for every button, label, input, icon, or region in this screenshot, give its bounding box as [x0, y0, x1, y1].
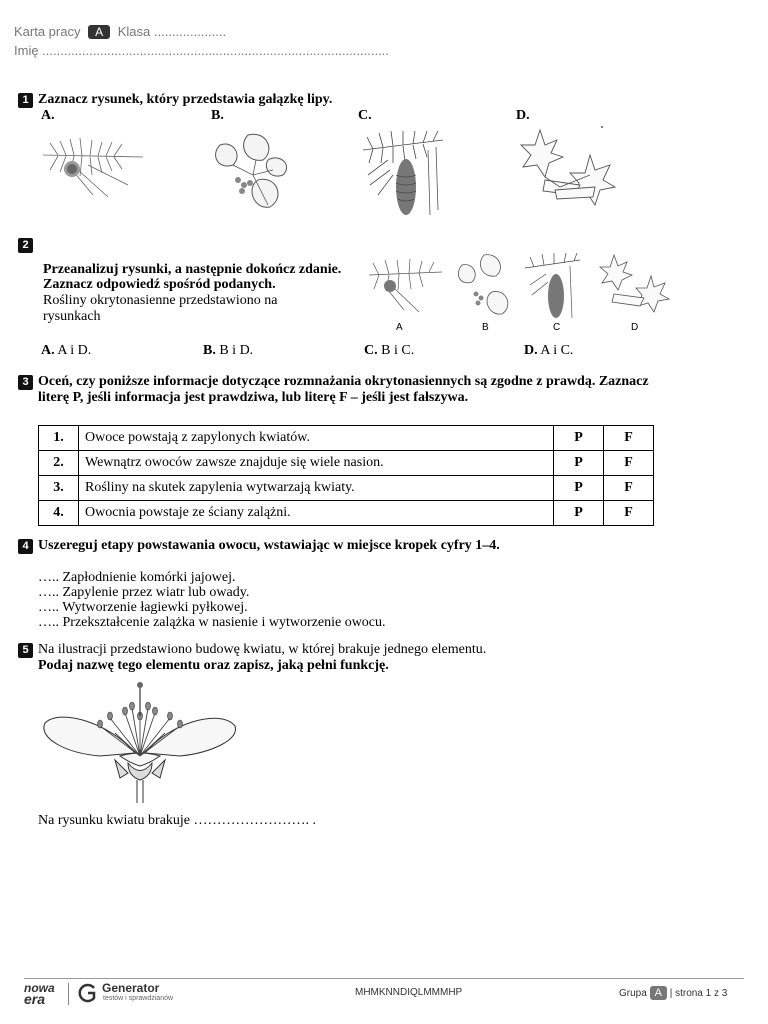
q1-option-d[interactable]: D. — [516, 108, 530, 123]
statement-text: Owocnia powstaje ze ściany zalążni. — [79, 501, 554, 526]
true-option[interactable]: P — [554, 501, 604, 526]
linden-branch-thumbnail-b — [452, 250, 522, 320]
table-row — [39, 501, 654, 526]
footer-divider — [24, 978, 744, 979]
question-2-instruction-1: Przeanalizuj rysunki, a następnie dokończ zdanie. — [43, 262, 342, 277]
spruce-cone-thumbnail-c — [522, 250, 584, 322]
true-option[interactable]: P — [554, 426, 604, 451]
q5-answer-line[interactable]: Na rysunku kwiatu brakuje ……………………. . — [38, 813, 317, 828]
maple-branch-illustration-d — [515, 125, 625, 215]
question-2-instruction-2: Zaznacz odpowiedź spośród podanych. — [43, 277, 276, 292]
q2-answer-c-letter: C. — [364, 343, 378, 358]
q2-image-label-d: D — [631, 322, 639, 333]
generator-subtitle: testów i sprawdzianów — [103, 995, 174, 1002]
q4-step-item[interactable]: ….. Zapłodnienie komórki jajowej. — [38, 570, 236, 585]
false-option[interactable]: F — [604, 451, 654, 476]
class-field: Klasa .................... — [117, 24, 227, 39]
q2-answer-d-letter: D. — [524, 343, 538, 358]
question-number-1: 1 — [18, 93, 33, 108]
table-row — [39, 426, 654, 451]
q1-option-a[interactable]: A. — [41, 108, 55, 123]
row-number: 3. — [39, 476, 79, 501]
true-option[interactable]: P — [554, 451, 604, 476]
question-5-text-2: Podaj nazwę tego elementu oraz zapisz, jaką pełni funkcję. — [38, 658, 389, 673]
pine-branch-illustration-a — [38, 125, 148, 205]
q2-answer-d[interactable] — [524, 343, 573, 359]
false-option[interactable]: F — [604, 501, 654, 526]
true-false-table — [38, 425, 654, 526]
question-number-3: 3 — [18, 375, 33, 390]
name-field: Imię ................................................................................................ — [14, 43, 389, 58]
false-option[interactable]: F — [604, 476, 654, 501]
variant-badge: A — [88, 25, 110, 39]
worksheet-header — [14, 24, 226, 39]
question-2-stem-1: Rośliny okrytonasienne przedstawiono na — [43, 293, 278, 308]
row-number: 1. — [39, 426, 79, 451]
document-code: MHMKNNDIQLMMMHP — [355, 987, 463, 998]
page-indicator: | strona 1 z 3 — [669, 988, 728, 999]
linden-branch-illustration-b — [208, 125, 298, 215]
question-number-2: 2 — [18, 238, 33, 253]
footer-group-info — [619, 986, 727, 1000]
row-number: 2. — [39, 451, 79, 476]
generator-title: Generator — [102, 981, 160, 995]
statement-text: Rośliny na skutek zapylenia wytwarzają kwiaty. — [79, 476, 554, 501]
q2-answer-b-text: B i D. — [219, 343, 254, 358]
question-1-text: Zaznacz rysunek, który przedstawia gałązkę lipy. — [38, 92, 333, 107]
question-5-text-1: Na ilustracji przedstawiono budowę kwiatu, w której brakuje jednego elementu. — [38, 642, 487, 657]
question-number-4: 4 — [18, 539, 33, 554]
q2-answer-b-letter: B. — [203, 343, 216, 358]
pine-branch-thumbnail-a — [364, 250, 444, 320]
question-number-5: 5 — [18, 643, 33, 658]
q2-image-label-b: B — [482, 322, 489, 333]
question-4-text: Uszereguj etapy powstawania owocu, wstawiając w miejsce kropek cyfry 1–4. — [38, 538, 500, 553]
row-number: 4. — [39, 501, 79, 526]
q1-option-c[interactable]: C. — [358, 108, 372, 123]
maple-branch-thumbnail-d — [596, 252, 674, 322]
statement-text: Wewnątrz owoców zawsze znajduje się wiele nasion. — [79, 451, 554, 476]
q2-answer-c-text: B i C. — [381, 343, 415, 358]
q2-answer-a[interactable] — [41, 343, 91, 359]
logo-divider — [68, 983, 69, 1005]
q2-answer-c[interactable] — [364, 343, 414, 359]
question-3-text-2: literę P, jeśli informacja jest prawdziwa, lub literę F – jeśli jest fałszywa. — [38, 390, 469, 405]
q4-step-item[interactable]: ….. Wytworzenie łagiewki pyłkowej. — [38, 600, 248, 615]
q2-image-label-c: C — [553, 322, 561, 333]
table-row — [39, 451, 654, 476]
q4-step-item[interactable]: ….. Przekształcenie zalążka w nasienie i wytworzenie owocu. — [38, 615, 386, 630]
question-3-text-1: Oceń, czy poniższe informacje dotyczące rozmnażania okrytonasiennych są zgodne z prawdą. Zaznacz — [38, 374, 649, 389]
q2-image-label-a: A — [396, 322, 403, 333]
false-option[interactable]: F — [604, 426, 654, 451]
logo-word-nowa: nowa — [24, 981, 55, 995]
true-option[interactable]: P — [554, 476, 604, 501]
question-2-stem-2: rysunkach — [43, 309, 101, 324]
q2-answer-b[interactable] — [203, 343, 253, 359]
worksheet-label: Karta pracy — [14, 24, 81, 39]
statement-text: Owoce powstają z zapylonych kwiatów. — [79, 426, 554, 451]
table-row — [39, 476, 654, 501]
flower-structure-illustration — [40, 678, 240, 806]
q4-step-item[interactable]: ….. Zapylenie przez wiatr lub owady. — [38, 585, 250, 600]
group-badge: A — [650, 986, 667, 1000]
generator-g-icon — [76, 982, 98, 1004]
q2-answer-a-letter: A. — [41, 343, 55, 358]
nowa-era-logo — [24, 983, 66, 1005]
logo-word-era: era — [24, 991, 46, 1007]
spruce-cone-illustration-c — [358, 125, 448, 220]
q2-answer-d-text: A i C. — [540, 343, 574, 358]
q1-option-b[interactable]: B. — [211, 108, 224, 123]
q2-answer-a-text: A i D. — [57, 343, 92, 358]
group-label: Grupa — [619, 988, 647, 999]
